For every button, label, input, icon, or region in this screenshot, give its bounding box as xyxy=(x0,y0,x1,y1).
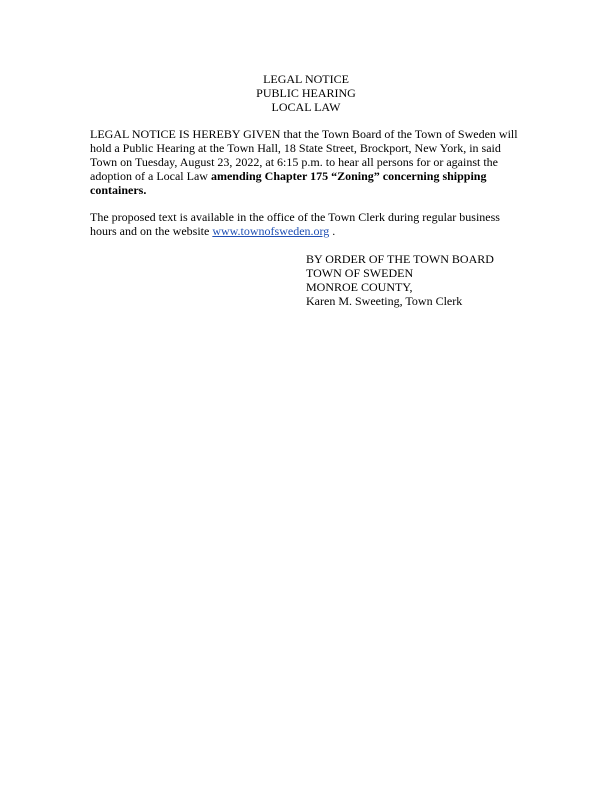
heading-local-law: LOCAL LAW xyxy=(271,100,341,114)
paragraph-line: LEGAL NOTICE IS HEREBY GIVEN that the Town Board of the Town of Sweden will xyxy=(90,127,518,141)
availability-paragraph xyxy=(90,210,524,238)
notice-heading xyxy=(0,72,612,114)
heading-legal-notice: LEGAL NOTICE xyxy=(263,72,349,86)
paragraph-text: . xyxy=(329,224,336,238)
signature-order-line: BY ORDER OF THE TOWN BOARD xyxy=(306,252,494,266)
amendment-title-continued: containers. xyxy=(90,183,147,197)
heading-public-hearing: PUBLIC HEARING xyxy=(256,86,356,100)
signature-town-line: TOWN OF SWEDEN xyxy=(306,266,414,280)
amendment-title: amending Chapter 175 “Zoning” concerning shipping xyxy=(210,169,487,183)
paragraph-line: Town on Tuesday, August 23, 2022, at 6:15 p.m. to hear all persons for or against the xyxy=(90,155,499,169)
paragraph-text: hours and on the website xyxy=(90,224,213,238)
paragraph-line xyxy=(90,169,524,183)
notice-paragraph xyxy=(90,127,524,197)
paragraph-line xyxy=(90,224,524,238)
signature-block xyxy=(306,252,494,308)
paragraph-line: The proposed text is available in the office of the Town Clerk during regular business xyxy=(90,210,500,224)
website-link[interactable]: www.townofsweden.org xyxy=(212,224,330,238)
paragraph-text: adoption of a Local Law xyxy=(90,169,211,183)
signature-county-line: MONROE COUNTY, xyxy=(306,280,413,294)
paragraph-line: hold a Public Hearing at the Town Hall, 18 State Street, Brockport, New York, in said xyxy=(90,141,501,155)
signature-clerk-line: Karen M. Sweeting, Town Clerk xyxy=(306,294,463,308)
